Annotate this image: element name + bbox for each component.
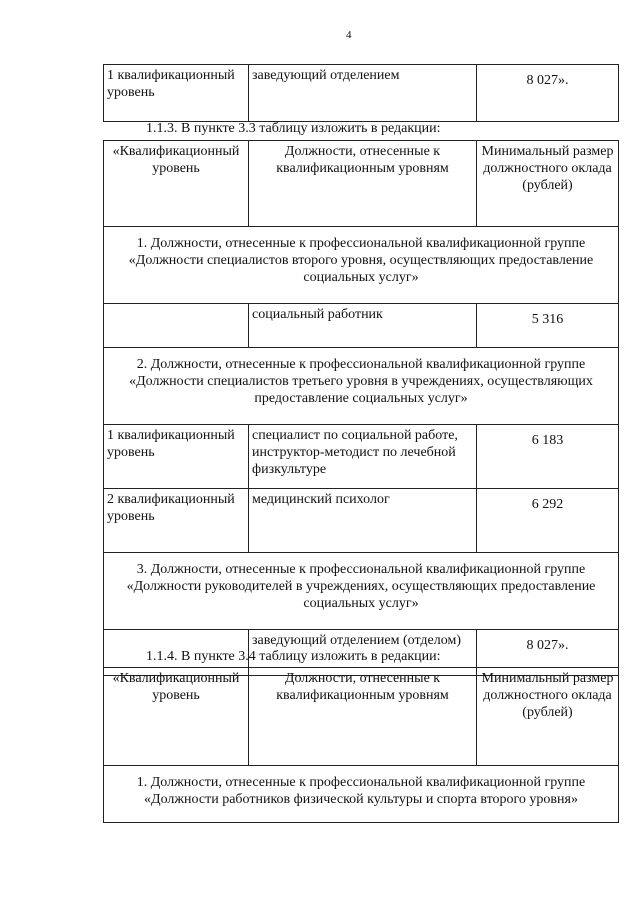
table-header-row <box>104 668 619 766</box>
header-qualification-level: «Квалификационный уровень <box>104 141 249 227</box>
page-number: 4 <box>346 29 352 41</box>
position-cell: специалист по социальной работе, инструктор-методист по лечебной физкультуре <box>249 425 477 489</box>
table-row <box>104 425 619 489</box>
paragraph-1-1-3: 1.1.3. В пункте 3.3 таблицу изложить в редакции: <box>146 121 441 136</box>
table-3-4 <box>103 667 619 823</box>
header-qualification-level: «Квалификационный уровень <box>104 668 249 766</box>
group-row <box>104 348 619 425</box>
position-cell: медицинский психолог <box>249 489 477 553</box>
position-cell: заведующий отделением (отделом) <box>249 630 477 676</box>
table-3-3 <box>103 140 619 676</box>
qualification-level-cell: 1 квалификационный уровень <box>104 425 249 489</box>
position-cell: социальный работник <box>249 304 477 348</box>
table-row <box>104 65 619 122</box>
header-positions: Должности, отнесенные к квалификационным уровням <box>249 668 477 766</box>
position-cell: заведующий отделением <box>249 65 477 122</box>
salary-cell: 6 183 <box>477 425 619 489</box>
group-row <box>104 227 619 304</box>
group-title: 3. Должности, отнесенные к профессиональной квалификационной группе «Должности руководителей в учреждениях, осуществляющих предоставление социальных услуг» <box>104 553 619 630</box>
qualification-level-cell <box>104 304 249 348</box>
paragraph-1-1-4: 1.1.4. В пункте 3.4 таблицу изложить в редакции: <box>146 649 441 664</box>
group-row <box>104 553 619 630</box>
header-positions: Должности, отнесенные к квалификационным уровням <box>249 141 477 227</box>
salary-cell: 8 027». <box>477 65 619 122</box>
header-min-salary: Минимальный размер должностного оклада (рублей) <box>477 668 619 766</box>
header-min-salary: Минимальный размер должностного оклада (рублей) <box>477 141 619 227</box>
salary-cell: 5 316 <box>477 304 619 348</box>
table-row <box>104 489 619 553</box>
group-title: 1. Должности, отнесенные к профессиональной квалификационной группе «Должности работников физической культуры и спорта второго уровня» <box>104 766 619 823</box>
continuation-table <box>103 64 619 122</box>
group-title: 1. Должности, отнесенные к профессиональной квалификационной группе «Должности специалистов второго уровня, осуществляющих предоставление социальных услуг» <box>104 227 619 304</box>
group-title: 2. Должности, отнесенные к профессиональной квалификационной группе «Должности специалистов третьего уровня в учреждениях, осуществляющих предоставление социальных услуг» <box>104 348 619 425</box>
table-row <box>104 304 619 348</box>
qualification-level-cell: 2 квалификационный уровень <box>104 489 249 553</box>
salary-cell: 6 292 <box>477 489 619 553</box>
qualification-level-cell: 1 квалификационный уровень <box>104 65 249 122</box>
group-row <box>104 766 619 823</box>
table-header-row <box>104 141 619 227</box>
salary-cell: 8 027». <box>477 630 619 676</box>
